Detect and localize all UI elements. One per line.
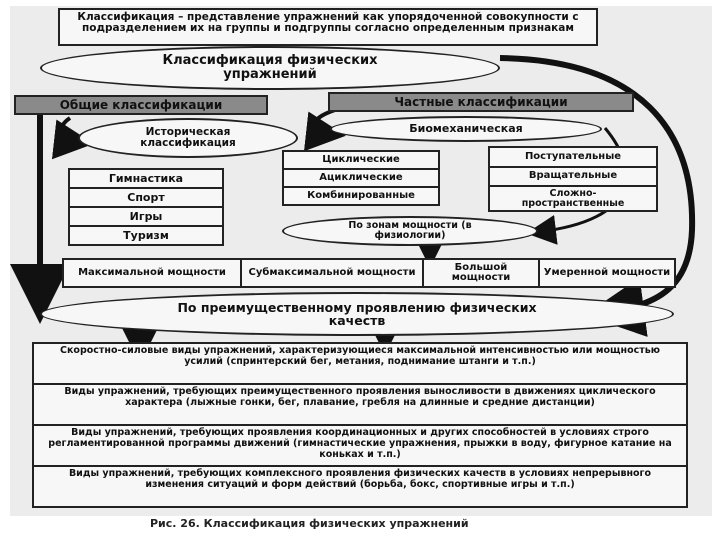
quality-row: Виды упражнений, требующих проявления координационных и других способностей в условиях строго регламентированной программы движений (гимнастические упражнения, прыжки в воду, фигурное катание на коньках и т.п.) bbox=[34, 426, 686, 467]
general-label: Общие классификации bbox=[59, 98, 223, 112]
biomech-right-item: Поступательные bbox=[490, 148, 656, 168]
private-classifications-bar bbox=[328, 92, 634, 112]
main-title-oval bbox=[40, 46, 500, 90]
historical-item: Туризм bbox=[123, 228, 169, 242]
predominant-label: По преимущественному проявлению физических качеств bbox=[177, 299, 537, 328]
power-zones-row bbox=[62, 258, 676, 288]
biomech-label: Биомеханическая bbox=[409, 122, 523, 136]
main-title: Классификация физических упражнений bbox=[162, 53, 378, 82]
biomech-left-item: Комбинированные bbox=[307, 189, 415, 201]
power-zone-cell: Максимальной мощности bbox=[64, 260, 242, 286]
biomech-right-list bbox=[488, 146, 658, 212]
biomech-left-list bbox=[282, 150, 440, 206]
historical-oval bbox=[78, 118, 298, 158]
quality-row: Виды упражнений, требующих преимущественного проявления выносливости в движениях циклического характера (лыжные гонки, бег, плавание, гребля на длинные и средние дистанции) bbox=[34, 385, 686, 426]
figure-caption: Рис. 26. Классификация физических упражнений bbox=[150, 517, 469, 530]
definition-text: Классификация – представление упражнений как упорядоченной совокупности с подразделением их на группы и подгруппы согласно определенным признакам bbox=[77, 11, 579, 35]
biomech-left-item: Ациклические bbox=[284, 170, 438, 188]
definition-box bbox=[58, 8, 598, 46]
biomech-left-item: Циклические bbox=[284, 152, 438, 170]
power-zones-oval bbox=[282, 216, 538, 246]
general-classifications-bar bbox=[14, 95, 268, 115]
power-zone-cell: Субмаксимальной мощности bbox=[242, 260, 424, 286]
power-zone-cell: Умеренной мощности bbox=[543, 266, 671, 278]
quality-row: Скоростно-силовые виды упражнений, характеризующиеся максимальной интенсивностью или мощностью усилий (спринтерский бег, метания, поднимание штанги и т.п.) bbox=[34, 344, 686, 385]
historical-item: Гимнастика bbox=[70, 170, 222, 189]
quality-row: Виды упражнений, требующих комплексного проявления физических качеств в условиях непрерывного изменения ситуаций и форм действий (борьба, бокс, спортивные игры и т.п.) bbox=[68, 468, 652, 490]
historical-item: Игры bbox=[70, 208, 222, 227]
predominant-oval bbox=[40, 292, 674, 336]
power-zone-cell: Большой мощности bbox=[424, 260, 540, 286]
biomech-oval bbox=[330, 116, 602, 142]
biomech-right-item: Вращательные bbox=[490, 168, 656, 188]
qualities-table bbox=[32, 342, 688, 508]
power-zones-label: По зонам мощности (в физиологии) bbox=[348, 220, 472, 241]
historical-label: Историческая классификация bbox=[140, 125, 236, 149]
biomech-right-item: Сложно-пространственные bbox=[521, 187, 625, 209]
historical-item: Спорт bbox=[70, 189, 222, 208]
private-label: Частные классификации bbox=[394, 95, 568, 109]
historical-list bbox=[68, 168, 224, 246]
